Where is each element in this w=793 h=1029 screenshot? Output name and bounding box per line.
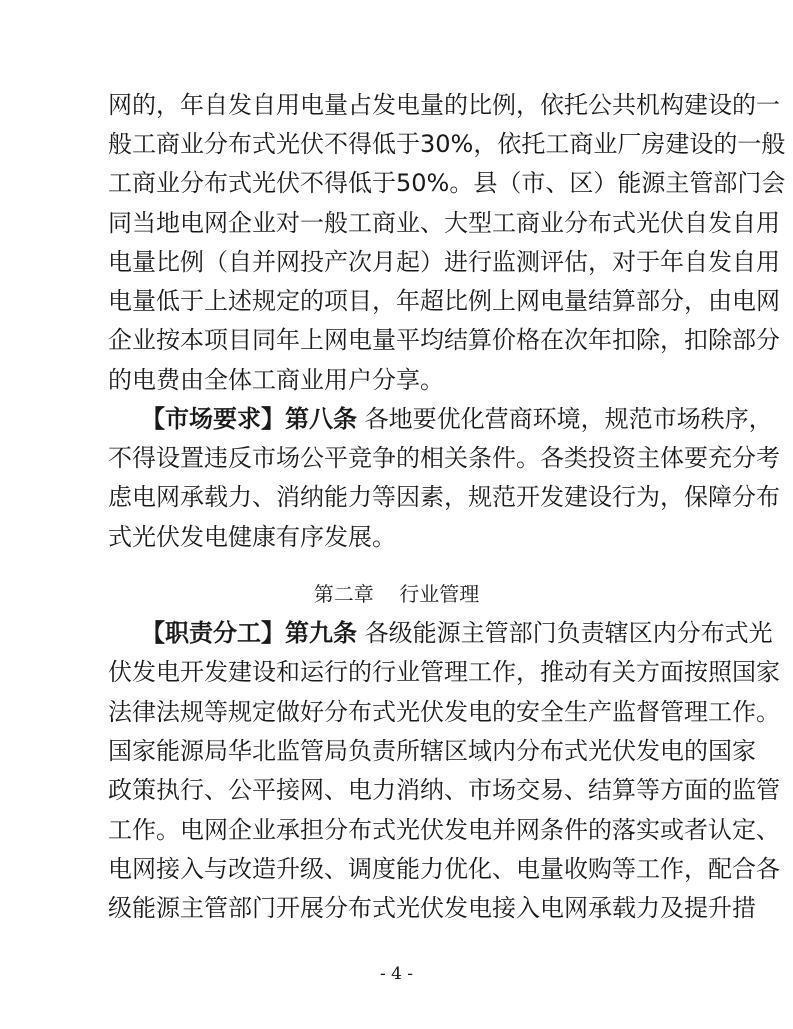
article-8-title: 【市场要求】第八条 [141, 405, 357, 433]
paragraph-line: 电网接入与改造升级、调度能力优化、电量收购等工作，配合各 [108, 855, 780, 883]
paragraph-line: 级能源主管部门开展分布式光伏发电接入电网承载力及提升措 [108, 894, 756, 922]
paragraph-line: 工商业分布式光伏不得低于50%。县（市、区）能源主管部门会 [108, 169, 786, 197]
paragraph-line: 政策执行、公平接网、电力消纳、市场交易、结算等方面的监管 [108, 776, 780, 804]
paragraph-line: 式光伏发电健康有序发展。 [108, 523, 396, 551]
article-9-title: 【职责分工】第九条 [141, 619, 357, 647]
paragraph-line: 的电费由全体工商业用户分享。 [108, 366, 444, 394]
paragraph-line: 工作。电网企业承担分布式光伏发电并网条件的落实或者认定、 [108, 816, 780, 844]
paragraph-line: 网的，年自发自用电量占发电量的比例，依托公共机构建设的一 [108, 91, 780, 119]
paragraph-line: 不得设置违反市场公平竞争的相关条件。各类投资主体要充分考 [108, 444, 780, 472]
paragraph-line: 国家能源局华北监管局负责所辖区域内分布式光伏发电的国家 [108, 737, 756, 765]
paragraph-line: 虑电网承载力、消纳能力等因素，规范开发建设行为，保障分布 [108, 483, 780, 511]
page-number: - 4 - [379, 964, 414, 984]
paragraph-line: 法律法规等规定做好分布式光伏发电的安全生产监督管理工作。 [108, 698, 780, 726]
article-8-first-line [141, 403, 773, 435]
paragraph-line: 电量低于上述规定的项目，年超比例上网电量结算部分，由电网 [108, 287, 780, 315]
article-8-text: 各地要优化营商环境，规范市场秩序， [364, 405, 773, 433]
chapter-heading: 第二章 行业管理 [313, 582, 480, 606]
paragraph-line: 伏发电开发建设和运行的行业管理工作，推动有关方面按照国家 [108, 658, 780, 686]
article-9-first-line [141, 617, 773, 649]
paragraph-line: 般工商业分布式光伏不得低于30%，依托工商业厂房建设的一般 [108, 130, 786, 158]
article-9-text: 各级能源主管部门负责辖区内分布式光 [364, 619, 773, 647]
paragraph-line: 电量比例（自并网投产次月起）进行监测评估，对于年自发自用 [108, 248, 780, 276]
paragraph-line: 企业按本项目同年上网电量平均结算价格在次年扣除，扣除部分 [108, 326, 780, 354]
paragraph-line: 同当地电网企业对一般工商业、大型工商业分布式光伏自发自用 [108, 209, 780, 237]
